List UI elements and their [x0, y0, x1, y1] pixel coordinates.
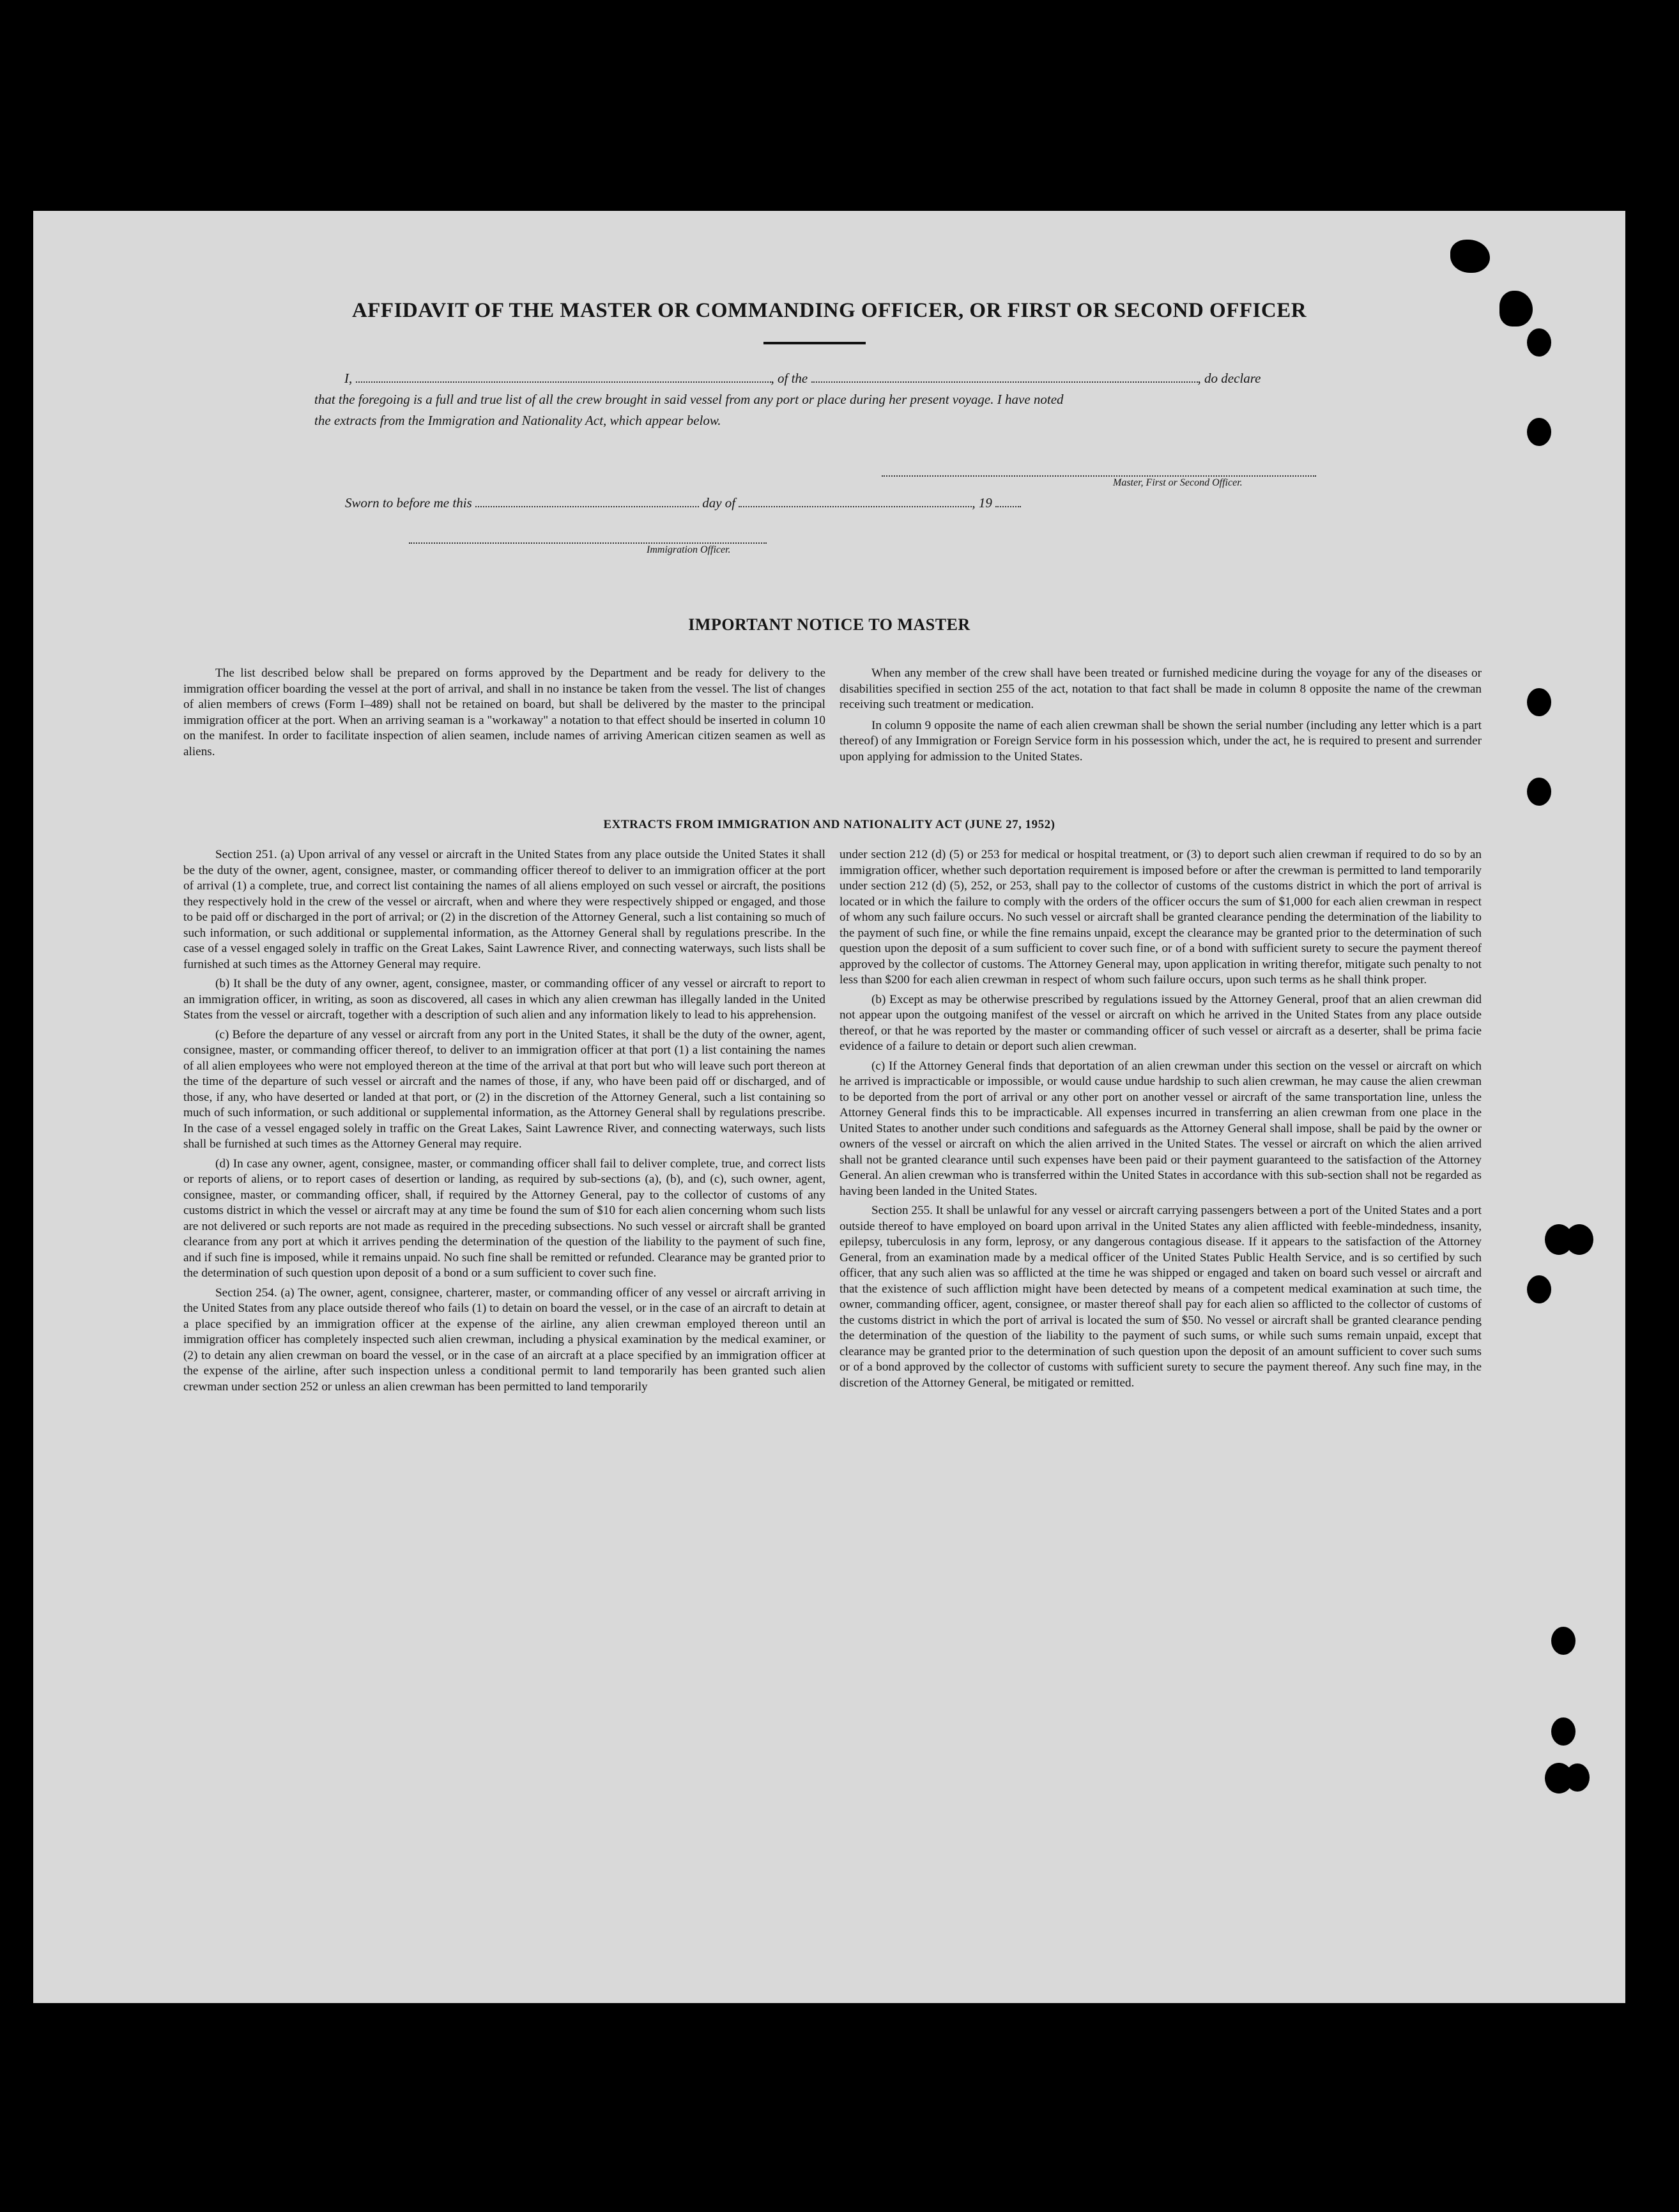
affidavit-line-2: that the foregoing is a full and true list of all the crew brought in said vessel from any port or place during her present voyage. I have noted	[314, 392, 1064, 407]
notice-left-column	[183, 666, 825, 760]
title-rule	[763, 342, 866, 344]
notice-right-paragraph-2: In column 9 opposite the name of each alien crewman shall be shown the serial number (including any letter which is a part thereof) of any Immigration or Foreign Service form in his possession which, under the act, he is required to present and surrender upon applying for admission to the United States.	[839, 718, 1482, 764]
extracts-title: EXTRACTS FROM IMMIGRATION AND NATIONALITY ACT (JUNE 27, 1952)	[603, 818, 1055, 831]
vessel-blank	[811, 373, 1198, 383]
name-blank	[356, 373, 771, 383]
punch-hole	[1565, 1763, 1590, 1792]
master-signature-label: Master, First or Second Officer.	[1113, 477, 1243, 488]
punch-mark	[1450, 240, 1490, 273]
punch-hole	[1565, 1224, 1593, 1255]
affidavit-i: I,	[344, 371, 353, 386]
section-251-d: (d) In case any owner, agent, consignee, master, or commanding officer shall fail to deliver complete, true, and correct lists or reports of aliens, or to report cases of desertion or landing, as required by sub-sections (a), (b), and (c), such owner, agent, consignee, master, or commanding officer, shall, if required by the Attorney General, pay to the collector of customs of any customs district in which the vessel or aircraft may at any time be found the sum of $10 for each alien concerning whom such lists are not delivered or such reports are not made as required in the preceding subsections. No such vessel or aircraft shall be granted clearance from any port at which it arrives pending the determination of the question of the liability to the payment of such fine, and if such fine is imposed, while it remains unpaid. No such fine shall be remitted or refunded. Clearance may be granted prior to the determination of such question upon deposit of a bond or a sum sufficient to cover such fine.	[183, 1156, 825, 1280]
punch-mark	[1499, 291, 1533, 326]
punch-hole	[1551, 1627, 1575, 1655]
notice-title: IMPORTANT NOTICE TO MASTER	[688, 615, 970, 634]
punch-hole	[1527, 418, 1551, 446]
day-of-label: day of	[702, 495, 736, 511]
officer-signature-label: Immigration Officer.	[647, 544, 731, 555]
extracts-left-column	[183, 847, 825, 1395]
punch-hole	[1527, 688, 1551, 716]
punch-hole	[1551, 1717, 1575, 1746]
section-254-b: (b) Except as may be otherwise prescribed by regulations issued by the Attorney General, proof that an alien crewman did not appear upon the outgoing manifest of the vessel or aircraft on which he arrived in the United States from any place outside thereof, or that he was reported by the master or commanding officer of such vessel or aircraft as a deserter, shall be prima facie evidence of a failure to detain or deport such alien crewman.	[839, 992, 1482, 1053]
section-251-c: (c) Before the departure of any vessel or aircraft from any port in the United States, it shall be the duty of the owner, agent, consignee, master, or commanding officer thereof, to deliver to an immigration officer at that port (1) a list containing the names of all alien employees who were not employed thereon at the time of the arrival at that port but who will leave such port thereon at the time of the departure of such vessel or aircraft and the names of those, if any, who have been paid off or discharged, and of those, if any, who have deserted or landed at that port, or (2) in the discretion of the Attorney General, such a list containing so much of such information, or such additional or supplemental information, as the Attorney General shall by regulations prescribe. In the case of a vessel engaged solely in traffic on the Great Lakes, Saint Lawrence River, and connecting waterways, such lists shall be furnished at such times as the Attorney General may require.	[183, 1027, 825, 1151]
punch-hole	[1527, 1275, 1551, 1303]
notice-left-paragraph: The list described below shall be prepared on forms approved by the Department and be ready for delivery to the immigration officer boarding the vessel at the port of arrival, and shall in no instance be taken from the vessel. The list of changes of alien members of crews (Form I–489) shall not be retained on board, but shall be delivered by the master to the principal immigration officer at the port. When an arriving seaman is a "workaway" a notation to that effect should be inserted in column 10 on the manifest. In order to facilitate inspection of alien seamen, include names of arriving American citizen seamen as well as aliens.	[183, 666, 825, 758]
sworn-line	[345, 495, 1021, 511]
section-254-a-continued: under section 212 (d) (5) or 253 for medical or hospital treatment, or (3) to deport such alien crewman if required to do so by an immigration officer, whether such deportation requirement is imposed before or after the crewman is permitted to land temporarily under section 212 (d) (5), 252, or 253, shall pay to the collector of customs of the customs district in which the port of arrival is located or in which the failure to comply with the orders of the officer occurs the sum of $1,000 for each alien crewman in respect of whom any such failure occurs. No such vessel or aircraft shall be granted clearance pending the determination of the liability to the payment of such fine, or while the fine remains unpaid, except the clearance may be granted prior to the determination of such question upon the deposit of a sum sufficient to cover such fine, or of a bond with sufficient surety to secure the payment thereof approved by the collector of customs. The Attorney General may, upon application in writing therefor, mitigate such penalty to not less than $200 for each alien crewman in respect of whom such failure occurs, upon such terms as he shall think proper.	[839, 848, 1482, 987]
affidavit-title: AFFIDAVIT OF THE MASTER OR COMMANDING OFFICER, OR FIRST OR SECOND OFFICER	[351, 299, 1307, 322]
affidavit-line-3: the extracts from the Immigration and Nationality Act, which appear below.	[314, 413, 721, 428]
master-signature-line	[882, 466, 1316, 477]
section-254-a: Section 254. (a) The owner, agent, consignee, charterer, master, or commanding officer of any vessel or aircraft arriving in the United States from any place outside thereof who fails (1) to detain on board the vessel, or in the case of an aircraft to detain at a place specified by an immigration officer at the expense of the airline, any alien crewman employed thereon until an immigration officer has completely inspected such alien crewman, including a physical examination by the medical examiner, or (2) to detain any alien crewman on board the vessel, or in the case of an aircraft at a place specified by an immigration officer at the expense of the airline, after such inspection unless a conditional permit to land temporarily has been granted such alien crewman under section 252 or unless an alien crewman has been permitted to land temporarily	[183, 1286, 825, 1394]
section-254-c: (c) If the Attorney General finds that deportation of an alien crewman under this section on the vessel or aircraft on which he arrived is impracticable or impossible, or would cause undue hardship to such alien crewman, he may cause the alien crewman to be deported from the port of arrival or any other port on another vessel or aircraft of the same transportation line, unless the Attorney General finds this to be impracticable. All expenses incurred in transferring an alien crewman from one place in the United States to another under such conditions and safeguards as the Attorney General shall impose, shall be paid by the owner or owners of the vessel or aircraft on which the alien arrived in the United States. The vessel or aircraft on which the alien arrived shall not be granted clearance until such expenses have been paid or their payment guaranteed to the satisfaction of the Attorney General. An alien crewman who is transferred within the United States in accordance with this sub-section shall not be regarded as having been landed in the United States.	[839, 1059, 1482, 1198]
affidavit-of-the: , of the	[770, 371, 808, 386]
officer-signature-line	[409, 534, 767, 544]
affidavit-declare: , do declare	[1197, 371, 1261, 386]
punch-hole	[1527, 328, 1551, 357]
sworn-label: Sworn to before me this	[345, 495, 472, 511]
affidavit-line-1	[344, 371, 1261, 387]
section-255: Section 255. It shall be unlawful for any vessel or aircraft carrying passengers between a port of the United States and a port outside thereof to have employed on board upon arrival in the United States any alien afflicted with feeble-mindedness, insanity, epilepsy, tuberculosis in any form, leprosy, or any dangerous contagious disease. If it appears to the satisfaction of the Attorney General, from an examination made by a medical officer of the United States Public Health Service, and is so certified by such officer, that any such alien was so afflicted at the time he was shipped or engaged and taken on board such vessel or aircraft and that the existence of such affliction might have been detected by means of a competent medical examination at such time, the owner, commanding officer, agent, consignee, or master thereof shall pay for each alien so afflicted to the collector of customs of the customs district in which the port of arrival is located the sum of $50. No vessel or aircraft shall be granted clearance pending the determination of the question of the liability to the payment of such sums, or while such sums remain unpaid, except that clearance may be granted prior to the determination of such question upon the deposit of an amount sufficient to cover such sums or of a bond approved by the collector of customs with sufficient surety to secure the payment thereof. Any such fine may, in the discretion of the Attorney General, be mitigated or remitted.	[839, 1204, 1482, 1390]
sworn-month-blank	[739, 497, 972, 507]
section-251-a: Section 251. (a) Upon arrival of any vessel or aircraft in the United States from any place outside the United States it shall be the duty of the owner, agent, consignee, master, or commanding officer thereof to deliver to an immigration officer at the port of arrival (1) a complete, true, and correct list containing the names of all aliens employed on such vessel or aircraft, the positions they respectively hold in the crew of the vessel or aircraft, when and where they were respectively shipped or engaged, and those to be paid off or discharged in the port of arrival; or (2) in the discretion of the Attorney General, such a list containing so much of such information, or such additional or supplemental information, as the Attorney General shall by regulations prescribe. In the case of a vessel engaged solely in traffic on the Great Lakes, Saint Lawrence River, and connecting waterways, such lists shall be furnished at such times as the Attorney General may require.	[183, 848, 825, 971]
extracts-right-column	[839, 847, 1482, 1391]
notice-right-column	[839, 666, 1482, 765]
year-blank	[995, 497, 1021, 507]
section-251-b: (b) It shall be the duty of any owner, agent, consignee, master, or commanding officer of any vessel or aircraft to report to an immigration officer, in writing, as soon as discovered, all cases in which any alien crewman has illegally landed in the United States from the vessel or aircraft, together with a description of such alien and any information likely to lead to his apprehension.	[183, 977, 825, 1022]
year-label: , 19	[972, 495, 992, 511]
punch-hole	[1527, 778, 1551, 806]
document-page	[33, 211, 1625, 2003]
sworn-day-blank	[475, 497, 699, 507]
notice-right-paragraph-1: When any member of the crew shall have been treated or furnished medicine during the voyage for any of the diseases or disabilities specified in section 255 of the act, notation to that fact shall be made in column 8 opposite the name of the crewman receiving such treatment or medication.	[839, 666, 1482, 711]
